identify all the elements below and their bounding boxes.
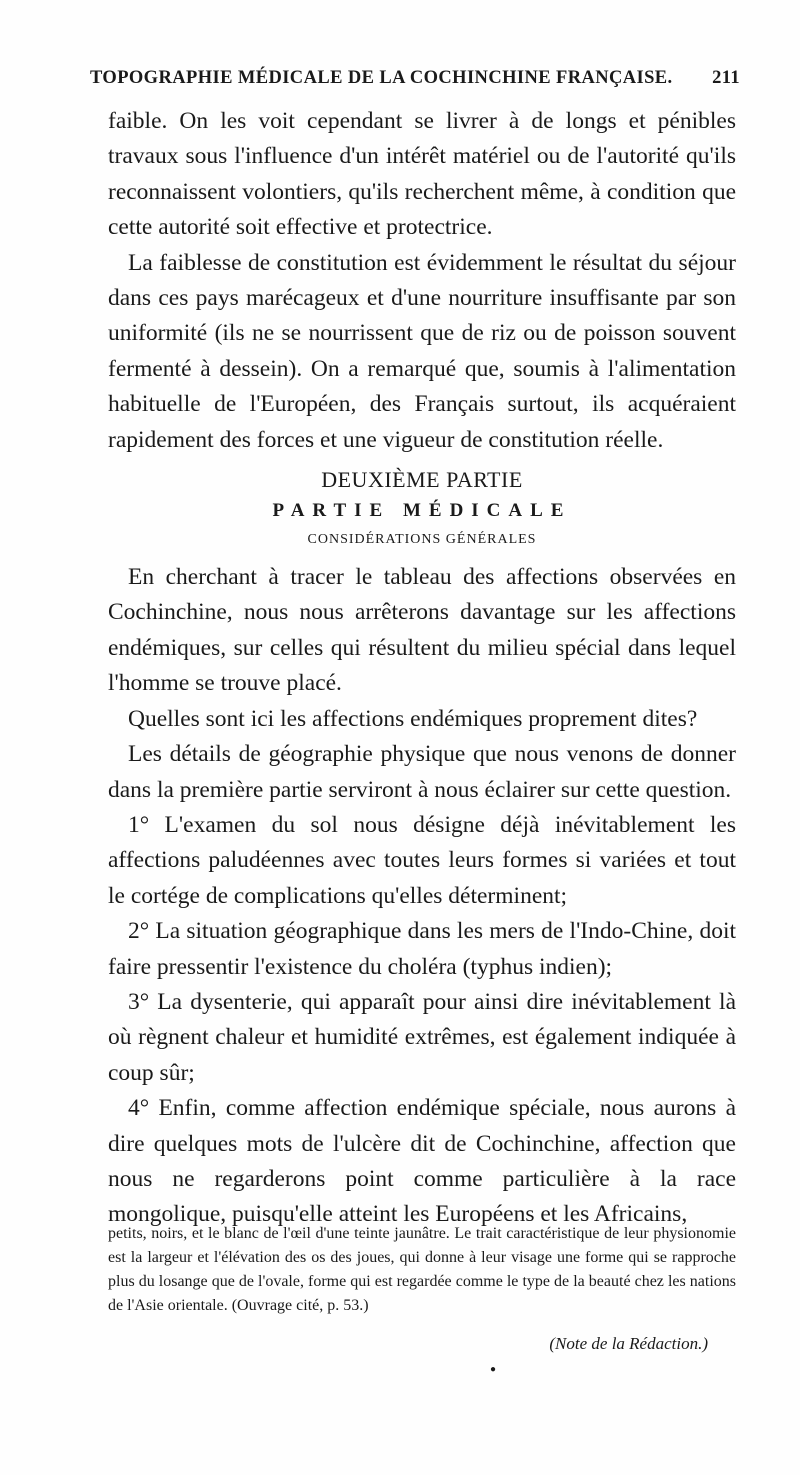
- footnote-signature: (Note de la Rédaction.): [549, 1334, 708, 1353]
- bullet-mark: ●: [490, 1364, 497, 1375]
- paragraph: La faiblesse de constitution est évidemment le résultat du séjour dans ces pays marécageux et d'une nourriture insuffisante par son uniformité (ils ne se nourrissent que de riz ou de poisson souvent fermenté à dessein). On a remarqué que, soumis à l'alimentation habituelle de l'Européen, des Français surtout, ils acquéraient rapidement des forces et une vigueur de constitution réelle.: [108, 249, 736, 453]
- footnote: petits, noirs, et le blanc de l'œil d'une teinte jaunâtre. Le trait caractéristique de leur physionomie est la largeur et l'élévation des os des joues, qui donne à leur visage une forme qui se rapproche plus du losange que de l'ovale, forme qui est regardée comme le type de la beauté chez les nations de l'Asie orientale. (Ouvrage cité, p. 53.): [108, 1225, 736, 1314]
- list-item: 1° L'examen du sol nous désigne déjà inévitablement les affections paludéennes avec toutes leurs formes si variées et tout le cortége de complications qu'elles déterminent;: [108, 811, 736, 909]
- part-heading: DEUXIÈME PARTIE: [321, 467, 523, 493]
- main-text: [108, 104, 736, 1233]
- list-item: 4° Enfin, comme affection endémique spéciale, nous aurons à dire quelques mots de l'ulcère dit de Cochinchine, affection que nous ne regarderons point comme particulière à la race mongolique, puisqu'elle atteint les Européens et les Africains,: [108, 1095, 736, 1228]
- list-item: 2° La situation géographique dans les mers de l'Indo-Chine, doit faire pressentir l'existence du choléra (typhus indien);: [108, 918, 736, 980]
- header-title: TOPOGRAPHIE MÉDICALE DE LA COCHINCHINE FRANÇAISE.: [90, 68, 673, 88]
- subsection-heading: CONSIDÉRATIONS GÉNÉRALES: [307, 532, 537, 548]
- paragraph: Les détails de géographie physique que nous venons de donner dans la première partie serviront à nous éclairer sur cette question.: [108, 741, 736, 803]
- paragraph: faible. On les voit cependant se livrer à de longs et pénibles travaux sous l'influence d'un intérêt matériel ou de l'autorité qu'ils reconnaissent volontiers, qu'ils recherchent même, à condition que cette autorité soit effective et protectrice.: [108, 108, 736, 241]
- list-item: 3° La dysenterie, qui apparaît pour ainsi dire inévitablement là où règnent chaleur et humidité extrêmes, est également indiquée à coup sûr;: [108, 988, 736, 1086]
- paragraph: Quelles sont ici les affections endémiques proprement dites?: [128, 705, 698, 732]
- paragraph: En cherchant à tracer le tableau des affections observées en Cochinchine, nous nous arrêterons davantage sur les affections endémiques, sur celles qui résultent du milieu spécial dans lequel l'homme se trouve placé.: [108, 564, 736, 697]
- page-number: 211: [712, 68, 740, 88]
- section-heading: PARTIE MÉDICALE: [272, 500, 572, 522]
